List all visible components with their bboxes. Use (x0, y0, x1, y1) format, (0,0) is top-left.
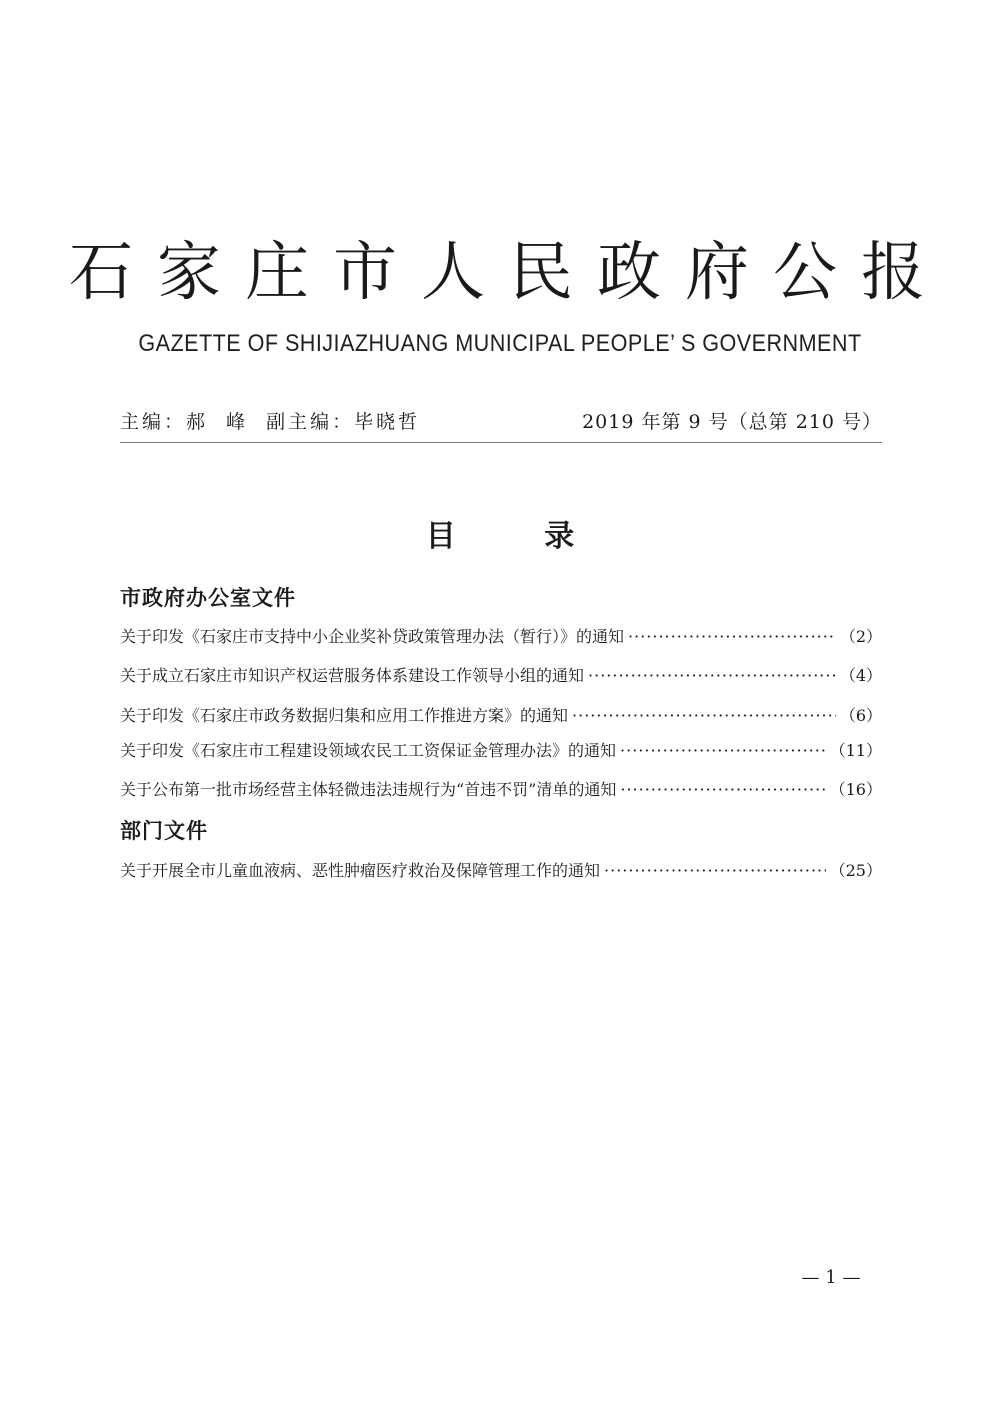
toc-leader-dots (620, 777, 825, 803)
toc-title: 目 录 (425, 519, 575, 554)
section-heading-office: 市政府办公室文件 (120, 586, 296, 610)
toc-entry[interactable] (120, 738, 882, 764)
masthead-title: 石家庄市人民政府公报 (69, 236, 949, 310)
toc-leader-dots (588, 663, 836, 689)
toc-entry[interactable] (120, 858, 882, 884)
toc-entry[interactable] (120, 703, 882, 729)
toc-entry-title: 关于印发《石家庄市政务数据归集和应用工作推进方案》的通知 (120, 706, 569, 725)
toc-leader-dots (620, 738, 826, 764)
issue-number: 2019 年第 9 号（总第 210 号） (582, 411, 882, 433)
masthead-subtitle: GAZETTE OF SHIJIAZHUANG MUNICIPAL PEOPLE’ S GOVERNMENT (138, 330, 862, 357)
header-divider (120, 442, 882, 443)
toc-entry-page: （4） (839, 666, 882, 685)
toc-entry-page: （11） (829, 741, 882, 760)
toc-entry-page: （25） (829, 861, 882, 880)
editors-text: 主编：郝 峰 副主编：毕晓哲 (120, 411, 421, 433)
toc-leader-dots (604, 858, 826, 884)
toc-entry-title: 关于开展全市儿童血液病、恶性肿瘤医疗救治及保障管理工作的通知 (120, 861, 601, 880)
toc-entry-page: （6） (839, 706, 882, 725)
toc-entry-page: （2） (839, 627, 882, 646)
toc-entry[interactable] (120, 624, 882, 650)
toc-entry[interactable] (120, 777, 882, 803)
toc-entry-title: 关于成立石家庄市知识产权运营服务体系建设工作领导小组的通知 (120, 666, 585, 685)
toc-entry-title: 关于印发《石家庄市支持中小企业奖补贷政策管理办法（暂行）》的通知 (120, 627, 625, 646)
toc-entry-title: 关于印发《石家庄市工程建设领域农民工工资保证金管理办法》的通知 (120, 741, 617, 760)
page-number: — 1 — (801, 1267, 861, 1288)
toc-leader-dots (572, 703, 836, 729)
toc-entry-title: 关于公布第一批市场经营主体轻微违法违规行为“首违不罚”清单的通知 (120, 780, 617, 799)
editor-line (120, 406, 882, 438)
toc-entry-page: （16） (829, 780, 882, 799)
toc-entry[interactable] (120, 663, 882, 689)
section-heading-departments: 部门文件 (120, 819, 208, 843)
toc-leader-dots (628, 624, 836, 650)
